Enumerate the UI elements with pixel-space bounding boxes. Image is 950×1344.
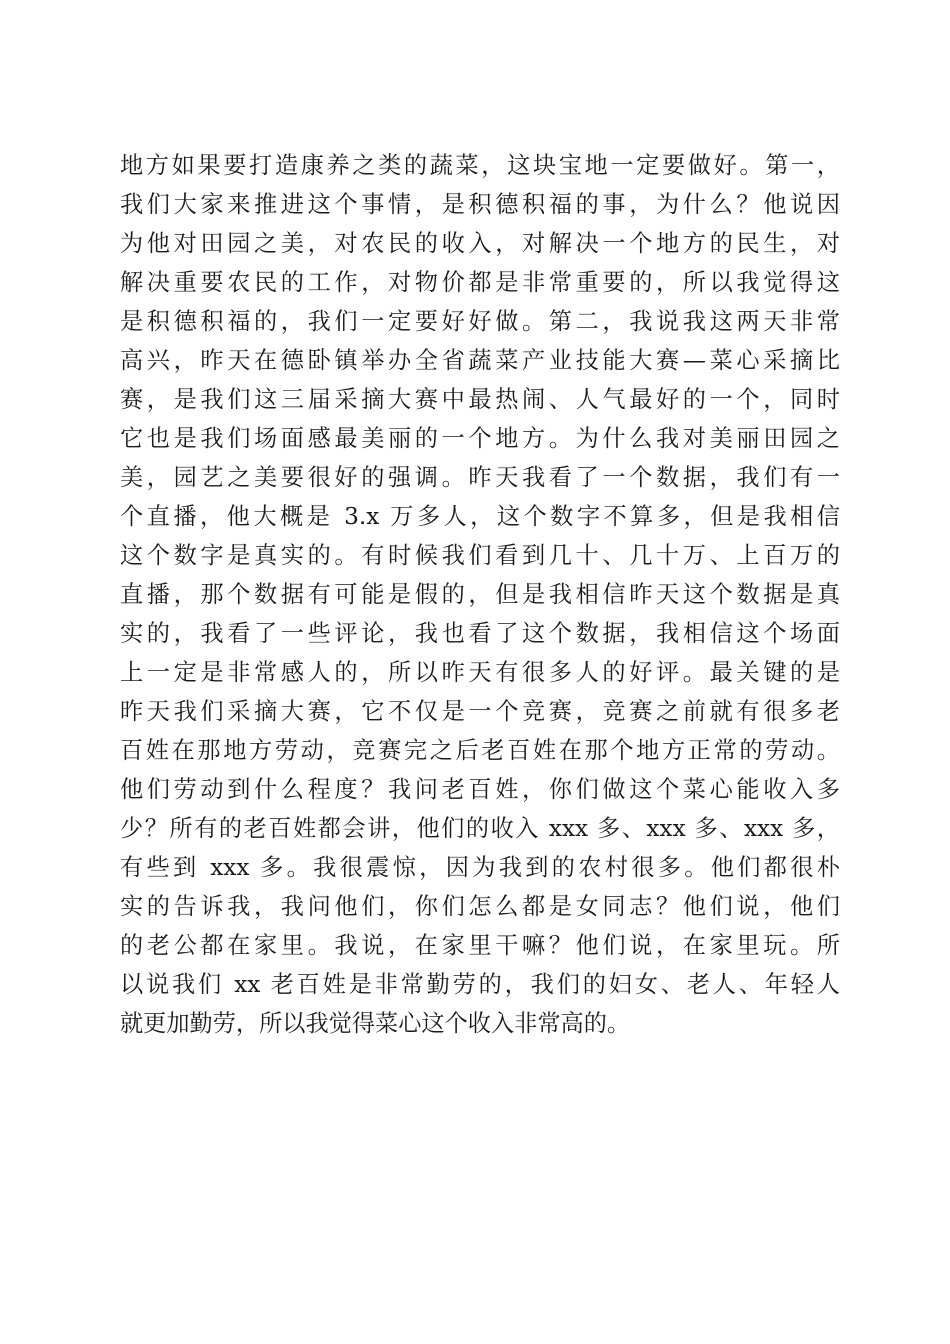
text-line: 上一定是非常感人的，所以昨天有很多人的好评。最关键的是 [120,659,840,686]
text-line: 个直播，他大概是 3.x 万多人，这个数字不算多，但是我相信 [120,503,840,530]
text-line: 美，园艺之美要很好的强调。昨天我看了一个数据，我们有一 [120,464,840,491]
text-line: 昨天我们采摘大赛，它不仅是一个竞赛，竞赛之前就有很多老 [120,698,840,725]
text-line: 百姓在那地方劳动，竞赛完之后老百姓在那个地方正常的劳动。 [120,737,840,764]
text-line: 它也是我们场面感最美丽的一个地方。为什么我对美丽田园之 [120,425,840,452]
text-line: 是积德积福的，我们一定要好好做。第二，我说我这两天非常 [120,308,840,335]
text-line: 他们劳动到什么程度？我问老百姓，你们做这个菜心能收入多 [120,776,840,803]
text-line: 解决重要农民的工作，对物价都是非常重要的，所以我觉得这 [120,269,840,296]
text-line: 这个数字是真实的。有时候我们看到几十、几十万、上百万的 [120,542,840,569]
text-line: 以说我们 xx 老百姓是非常勤劳的，我们的妇女、老人、年轻人 [120,971,840,998]
text-line: 为他对田园之美，对农民的收入，对解决一个地方的民生，对 [120,230,840,257]
text-line: 高兴，昨天在德卧镇举办全省蔬菜产业技能大赛—菜心采摘比 [120,347,840,374]
text-line: 赛，是我们这三届采摘大赛中最热闹、人气最好的一个，同时 [120,386,840,413]
text-line: 实的告诉我，我问他们，你们怎么都是女同志？他们说，他们 [120,893,840,920]
text-line: 就更加勤劳，所以我觉得菜心这个收入非常高的。 [120,1010,631,1037]
text-line: 直播，那个数据有可能是假的，但是我相信昨天这个数据是真 [120,581,840,608]
body-paragraph [120,146,840,1043]
text-line: 有些到 xxx 多。我很震惊，因为我到的农村很多。他们都很朴 [120,854,840,881]
text-line: 的老公都在家里。我说，在家里干嘛？他们说，在家里玩。所 [120,932,840,959]
text-line: 我们大家来推进这个事情，是积德积福的事，为什么？他说因 [120,191,840,218]
text-line: 实的，我看了一些评论，我也看了这个数据，我相信这个场面 [120,620,840,647]
text-line: 少？所有的老百姓都会讲，他们的收入 xxx 多、xxx 多、xxx 多， [120,815,840,842]
text-line: 地方如果要打造康养之类的蔬菜，这块宝地一定要做好。第一， [120,152,840,179]
